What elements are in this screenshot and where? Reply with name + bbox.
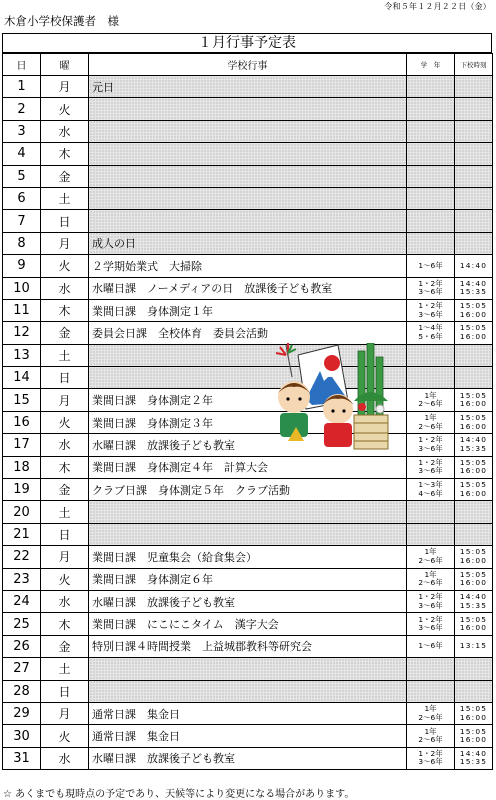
dismissal-cell xyxy=(455,546,493,568)
col-events: 学校行事 xyxy=(89,54,407,76)
day-cell: 15 xyxy=(3,389,41,411)
dismissal-cell xyxy=(455,210,493,232)
day-cell: 14 xyxy=(3,367,41,389)
day-cell: 3 xyxy=(3,120,41,142)
time-line: 16:00 xyxy=(459,623,488,633)
weekday-cell: 火 xyxy=(41,725,89,747)
events-cell xyxy=(89,165,407,187)
grade-line: 2～6年 xyxy=(418,712,443,722)
weekday-cell: 水 xyxy=(41,120,89,142)
events-cell: 水曜日課 放課後子ども教室 xyxy=(89,434,407,456)
events-cell: ２学期始業式 大掃除 xyxy=(89,255,407,277)
time-line: 15:05 xyxy=(459,390,488,400)
dismissal-cell xyxy=(455,680,493,702)
grade-cell xyxy=(407,456,455,478)
grade-cell xyxy=(407,658,455,680)
weekday-cell: 土 xyxy=(41,344,89,366)
grade-cell xyxy=(407,120,455,142)
weekday-cell: 水 xyxy=(41,590,89,612)
time-line: 14:40 xyxy=(459,748,488,758)
day-cell: 9 xyxy=(3,255,41,277)
time-line: 15:05 xyxy=(459,480,488,490)
table-row xyxy=(3,187,493,209)
grade-line: 1・2年 xyxy=(418,301,443,311)
weekday-cell: 火 xyxy=(41,255,89,277)
grade-line: 4～6年 xyxy=(418,488,443,498)
day-cell: 27 xyxy=(3,658,41,680)
dismissal-cell xyxy=(455,568,493,590)
weekday-cell: 木 xyxy=(41,613,89,635)
grade-line: 1～4年 xyxy=(418,323,443,333)
grade-line: 3～6年 xyxy=(418,443,443,453)
grade-line: 2～6年 xyxy=(418,399,443,409)
dismissal-cell xyxy=(455,98,493,120)
events-cell: 水曜日課 ノーメディアの日 放課後子ども教室 xyxy=(89,277,407,299)
day-cell: 1 xyxy=(3,76,41,98)
day-cell: 23 xyxy=(3,568,41,590)
events-cell xyxy=(89,680,407,702)
table-row xyxy=(3,322,493,344)
day-cell: 11 xyxy=(3,299,41,321)
weekday-cell: 金 xyxy=(41,322,89,344)
time-line: 15:05 xyxy=(459,457,488,467)
time-line: 16:00 xyxy=(459,578,488,588)
time-line: 15:05 xyxy=(459,323,488,333)
dismissal-cell xyxy=(455,76,493,98)
table-row xyxy=(3,210,493,232)
day-cell: 24 xyxy=(3,590,41,612)
dismissal-cell xyxy=(455,523,493,545)
grade-cell xyxy=(407,501,455,523)
weekday-cell: 日 xyxy=(41,367,89,389)
time-line: 16:00 xyxy=(459,555,488,565)
weekday-cell: 月 xyxy=(41,76,89,98)
grade-cell xyxy=(407,702,455,724)
grade-line: 2～6年 xyxy=(418,578,443,588)
grade-line: 3～6年 xyxy=(418,309,443,319)
grade-cell xyxy=(407,613,455,635)
grade-line: 1年 xyxy=(424,726,437,736)
time-line: 15:05 xyxy=(459,704,488,714)
grade-cell xyxy=(407,277,455,299)
grade-cell xyxy=(407,367,455,389)
grade-cell xyxy=(407,725,455,747)
table-row xyxy=(3,76,493,98)
day-cell: 12 xyxy=(3,322,41,344)
grade-cell xyxy=(407,546,455,568)
weekday-cell: 火 xyxy=(41,568,89,590)
grade-cell xyxy=(407,635,455,657)
dismissal-cell xyxy=(455,479,493,501)
grade-cell xyxy=(407,523,455,545)
day-cell: 21 xyxy=(3,523,41,545)
events-cell xyxy=(89,501,407,523)
day-cell: 29 xyxy=(3,702,41,724)
table-row xyxy=(3,613,493,635)
time-line: 14:40 xyxy=(459,592,488,602)
events-cell: 通常日課 集金日 xyxy=(89,725,407,747)
grade-cell xyxy=(407,255,455,277)
table-row xyxy=(3,367,493,389)
dismissal-cell xyxy=(455,143,493,165)
table-row xyxy=(3,98,493,120)
table-row xyxy=(3,725,493,747)
time-line: 13:15 xyxy=(459,641,488,651)
grade-cell xyxy=(407,590,455,612)
weekday-cell: 月 xyxy=(41,389,89,411)
grade-cell xyxy=(407,187,455,209)
schedule-table xyxy=(2,53,493,770)
grade-line: 1・2年 xyxy=(418,278,443,288)
weekday-cell: 水 xyxy=(41,747,89,769)
weekday-cell: 火 xyxy=(41,411,89,433)
day-cell: 2 xyxy=(3,98,41,120)
time-line: 16:00 xyxy=(459,421,488,431)
day-cell: 7 xyxy=(3,210,41,232)
table-row xyxy=(3,546,493,568)
grade-line: 1～3年 xyxy=(418,480,443,490)
weekday-cell: 水 xyxy=(41,434,89,456)
table-row xyxy=(3,143,493,165)
weekday-cell: 日 xyxy=(41,523,89,545)
time-line: 16:00 xyxy=(459,712,488,722)
weekday-cell: 水 xyxy=(41,277,89,299)
events-cell: 業間日課 身体測定６年 xyxy=(89,568,407,590)
dismissal-cell xyxy=(455,434,493,456)
dismissal-cell xyxy=(455,389,493,411)
table-row xyxy=(3,680,493,702)
grade-line: 3～6年 xyxy=(418,466,443,476)
grade-cell xyxy=(407,76,455,98)
day-cell: 8 xyxy=(3,232,41,254)
time-line: 15:05 xyxy=(459,413,488,423)
events-cell: 通常日課 集金日 xyxy=(89,702,407,724)
day-cell: 17 xyxy=(3,434,41,456)
page-title: １月行事予定表 xyxy=(2,33,492,53)
day-cell: 31 xyxy=(3,747,41,769)
grade-line: 1・2年 xyxy=(418,435,443,445)
dismissal-cell xyxy=(455,747,493,769)
day-cell: 16 xyxy=(3,411,41,433)
table-row xyxy=(3,389,493,411)
dismissal-cell xyxy=(455,255,493,277)
dismissal-cell xyxy=(455,367,493,389)
events-cell xyxy=(89,98,407,120)
weekday-cell: 木 xyxy=(41,456,89,478)
grade-line: 2～6年 xyxy=(418,735,443,745)
dismissal-cell xyxy=(455,501,493,523)
weekday-cell: 木 xyxy=(41,299,89,321)
dismissal-cell xyxy=(455,232,493,254)
events-cell: 業間日課 にこにこタイム 漢字大会 xyxy=(89,613,407,635)
day-cell: 5 xyxy=(3,165,41,187)
weekday-cell: 月 xyxy=(41,232,89,254)
table-row xyxy=(3,255,493,277)
weekday-cell: 土 xyxy=(41,187,89,209)
table-row xyxy=(3,635,493,657)
events-cell: 業間日課 身体測定２年 xyxy=(89,389,407,411)
time-line: 16:00 xyxy=(459,399,488,409)
dismissal-cell xyxy=(455,344,493,366)
weekday-cell: 日 xyxy=(41,680,89,702)
events-cell: 特別日課４時間授業 上益城郡教科等研究会 xyxy=(89,635,407,657)
grade-cell xyxy=(407,165,455,187)
events-cell: 水曜日課 放課後子ども教室 xyxy=(89,590,407,612)
dismissal-cell xyxy=(455,635,493,657)
day-cell: 30 xyxy=(3,725,41,747)
time-line: 15:35 xyxy=(459,600,488,610)
table-row xyxy=(3,479,493,501)
time-line: 15:05 xyxy=(459,301,488,311)
events-cell xyxy=(89,658,407,680)
day-cell: 13 xyxy=(3,344,41,366)
grade-cell xyxy=(407,747,455,769)
time-line: 15:35 xyxy=(459,443,488,453)
table-row xyxy=(3,277,493,299)
col-grade: 学 年 xyxy=(407,54,455,76)
dismissal-cell xyxy=(455,299,493,321)
day-cell: 10 xyxy=(3,277,41,299)
time-line: 14:40 xyxy=(459,278,488,288)
time-line: 14:40 xyxy=(459,260,488,270)
time-line: 15:05 xyxy=(459,614,488,624)
dismissal-cell xyxy=(455,120,493,142)
day-cell: 25 xyxy=(3,613,41,635)
table-row xyxy=(3,456,493,478)
events-cell: 委員会日課 全校体育 委員会活動 xyxy=(89,322,407,344)
grade-line: 1・2年 xyxy=(418,457,443,467)
table-row xyxy=(3,165,493,187)
grade-cell xyxy=(407,299,455,321)
weekday-cell: 日 xyxy=(41,210,89,232)
grade-line: 5・6年 xyxy=(418,331,443,341)
time-line: 16:00 xyxy=(459,735,488,745)
grade-line: 2～6年 xyxy=(418,555,443,565)
time-line: 15:05 xyxy=(459,569,488,579)
table-row xyxy=(3,120,493,142)
events-cell: 業間日課 身体測定３年 xyxy=(89,411,407,433)
grade-line: 1年 xyxy=(424,390,437,400)
grade-cell xyxy=(407,344,455,366)
grade-cell xyxy=(407,232,455,254)
table-row xyxy=(3,501,493,523)
col-dismissal: 下校時刻 xyxy=(455,54,493,76)
recipient: 木倉小学校保護者 様 xyxy=(4,14,119,28)
events-cell: 成人の日 xyxy=(89,232,407,254)
events-cell xyxy=(89,120,407,142)
table-header xyxy=(3,54,493,76)
day-cell: 19 xyxy=(3,479,41,501)
dismissal-cell xyxy=(455,187,493,209)
dismissal-cell xyxy=(455,702,493,724)
grade-cell xyxy=(407,210,455,232)
grade-line: 3～6年 xyxy=(418,600,443,610)
grade-line: 1・2年 xyxy=(418,592,443,602)
table-row xyxy=(3,747,493,769)
grade-line: 3～6年 xyxy=(418,757,443,767)
weekday-cell: 月 xyxy=(41,702,89,724)
table-row xyxy=(3,568,493,590)
day-cell: 20 xyxy=(3,501,41,523)
events-cell xyxy=(89,523,407,545)
grade-cell xyxy=(407,389,455,411)
grade-cell xyxy=(407,411,455,433)
grade-line: 1年 xyxy=(424,413,437,423)
dismissal-cell xyxy=(455,165,493,187)
table-row xyxy=(3,702,493,724)
grade-line: 1～6年 xyxy=(418,260,443,270)
col-weekday: 曜 xyxy=(41,54,89,76)
events-cell: 元日 xyxy=(89,76,407,98)
time-line: 16:00 xyxy=(459,488,488,498)
table-row xyxy=(3,658,493,680)
issue-date: 令和５年１２月２２日（金） xyxy=(384,2,491,11)
dismissal-cell xyxy=(455,658,493,680)
events-cell: クラブ日課 身体測定５年 クラブ活動 xyxy=(89,479,407,501)
dismissal-cell xyxy=(455,590,493,612)
dismissal-cell xyxy=(455,411,493,433)
weekday-cell: 火 xyxy=(41,98,89,120)
grade-line: 1年 xyxy=(424,569,437,579)
events-cell: 水曜日課 放課後子ども教室 xyxy=(89,747,407,769)
new-year-illustration xyxy=(266,343,394,463)
grade-line: 1年 xyxy=(424,704,437,714)
kadomatsu-icon xyxy=(354,343,388,449)
day-cell: 4 xyxy=(3,143,41,165)
dismissal-cell xyxy=(455,456,493,478)
grade-line: 1年 xyxy=(424,547,437,557)
events-cell: 業間日課 児童集会（給食集会） xyxy=(89,546,407,568)
day-cell: 22 xyxy=(3,546,41,568)
weekday-cell: 金 xyxy=(41,479,89,501)
table-row xyxy=(3,411,493,433)
weekday-cell: 土 xyxy=(41,658,89,680)
grade-line: 1～6年 xyxy=(418,641,443,651)
time-line: 15:35 xyxy=(459,757,488,767)
time-line: 15:05 xyxy=(459,726,488,736)
weekday-cell: 金 xyxy=(41,165,89,187)
events-cell xyxy=(89,143,407,165)
time-line: 14:40 xyxy=(459,435,488,445)
time-line: 15:35 xyxy=(459,287,488,297)
table-row xyxy=(3,434,493,456)
dismissal-cell xyxy=(455,613,493,635)
day-cell: 26 xyxy=(3,635,41,657)
events-cell xyxy=(89,210,407,232)
time-line: 16:00 xyxy=(459,331,488,341)
grade-cell xyxy=(407,568,455,590)
time-line: 16:00 xyxy=(459,309,488,319)
day-cell: 18 xyxy=(3,456,41,478)
footnote: ☆ あくまでも現時点の予定であり、天候等により変更になる場合があります。 xyxy=(3,789,355,800)
weekday-cell: 月 xyxy=(41,546,89,568)
grade-line: 1・2年 xyxy=(418,614,443,624)
grade-cell xyxy=(407,680,455,702)
events-cell: 業間日課 身体測定４年 計算大会 xyxy=(89,456,407,478)
table-row xyxy=(3,590,493,612)
table-row xyxy=(3,299,493,321)
weekday-cell: 土 xyxy=(41,501,89,523)
weekday-cell: 金 xyxy=(41,635,89,657)
day-cell: 6 xyxy=(3,187,41,209)
grade-line: 1・2年 xyxy=(418,748,443,758)
grade-cell xyxy=(407,322,455,344)
table-row xyxy=(3,523,493,545)
table-row xyxy=(3,232,493,254)
time-line: 16:00 xyxy=(459,466,488,476)
grade-line: 3～6年 xyxy=(418,623,443,633)
table-row xyxy=(3,344,493,366)
dismissal-cell xyxy=(455,725,493,747)
dismissal-cell xyxy=(455,277,493,299)
time-line: 15:05 xyxy=(459,547,488,557)
grade-cell xyxy=(407,434,455,456)
grade-cell xyxy=(407,143,455,165)
events-cell xyxy=(89,187,407,209)
grade-cell xyxy=(407,98,455,120)
events-cell: 業間日課 身体測定１年 xyxy=(89,299,407,321)
grade-line: 2～6年 xyxy=(418,421,443,431)
col-day: 日 xyxy=(3,54,41,76)
weekday-cell: 木 xyxy=(41,143,89,165)
grade-cell xyxy=(407,479,455,501)
dismissal-cell xyxy=(455,322,493,344)
day-cell: 28 xyxy=(3,680,41,702)
grade-line: 3～6年 xyxy=(418,287,443,297)
